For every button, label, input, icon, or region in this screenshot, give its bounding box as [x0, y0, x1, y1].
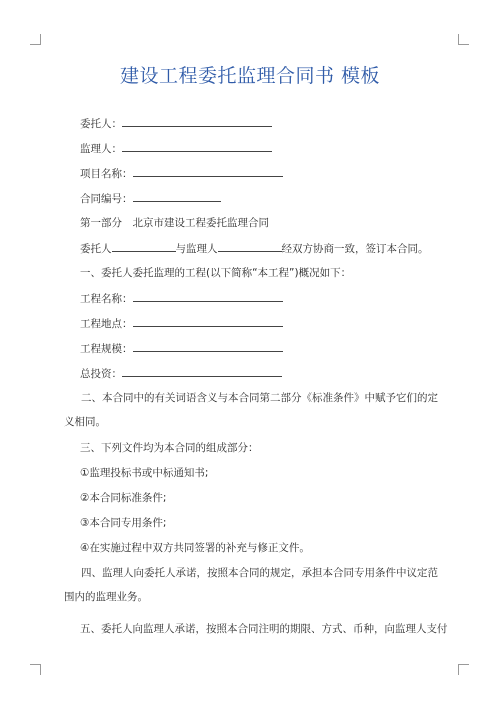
project-name-blank[interactable]	[133, 166, 283, 177]
project-scale-label: 工程规模：	[80, 343, 133, 355]
agreement-supervisor-blank[interactable]	[218, 241, 282, 252]
contract-no-label: 合同编号：	[80, 193, 133, 205]
project-location-label: 工程地点：	[80, 318, 133, 330]
supervisor-blank[interactable]	[122, 141, 272, 152]
contract-no-blank[interactable]	[133, 191, 221, 202]
doc-item-1: ①监理投标书或中标通知书;	[80, 467, 209, 479]
project-scale-row	[80, 341, 283, 356]
document-title: 建设工程委托监理合同书 模板	[119, 65, 381, 87]
part-one-heading: 第一部分 北京市建设工程委托监理合同	[80, 217, 269, 229]
clause-three: 三、下列文件均为本合同的组成部分：	[80, 442, 259, 454]
agreement-client-blank[interactable]	[112, 241, 176, 252]
doc-item-2: ②本合同标准条件;	[80, 492, 167, 504]
contract-no-field	[80, 191, 221, 206]
project-location-row	[80, 316, 283, 331]
agreement-line	[80, 241, 429, 256]
crop-mark-bottom-left	[30, 664, 41, 675]
agreement-middle: 与监理人	[175, 243, 218, 255]
clause-five: 五、委托人向监理人承诺，按照本合同注明的期限、方式、币种，向监理人支付	[80, 623, 448, 635]
agreement-prefix: 委托人	[80, 243, 112, 255]
clause-one: 一、委托人委托监理的工程(以下简称“本工程”)概况如下：	[80, 267, 352, 279]
supervisor-label: 监理人：	[80, 143, 122, 155]
agreement-suffix: 经双方协商一致，签订本合同。	[281, 243, 429, 255]
client-field	[80, 116, 272, 131]
supervisor-field	[80, 141, 272, 156]
project-name-label: 项目名称：	[80, 168, 133, 180]
project-name-field	[80, 166, 283, 181]
client-label: 委托人：	[80, 118, 122, 130]
doc-item-3: ③本合同专用条件;	[80, 517, 167, 529]
crop-mark-top-right	[458, 34, 469, 45]
clause-two: 二、本合同中的有关词语含义与本合同第二部分《标准条件》中赋予它们的定义相同。	[64, 392, 438, 428]
clause-four: 四、监理人向委托人承诺，按照本合同的规定，承担本合同专用条件中议定范围内的监理业务。	[64, 567, 438, 603]
crop-mark-bottom-right	[458, 664, 469, 675]
client-blank[interactable]	[122, 116, 272, 127]
project-name-row	[80, 291, 283, 306]
project-scale-blank[interactable]	[133, 341, 283, 352]
project-investment-label: 总投资：	[80, 368, 122, 380]
project-investment-row	[80, 366, 282, 381]
project-name-row-blank[interactable]	[133, 291, 283, 302]
project-investment-blank[interactable]	[122, 366, 282, 377]
project-name-row-label: 工程名称：	[80, 293, 133, 305]
crop-mark-top-left	[30, 34, 41, 45]
doc-item-4: ④在实施过程中双方共同签署的补充与修正文件。	[80, 542, 310, 554]
project-location-blank[interactable]	[133, 316, 283, 327]
